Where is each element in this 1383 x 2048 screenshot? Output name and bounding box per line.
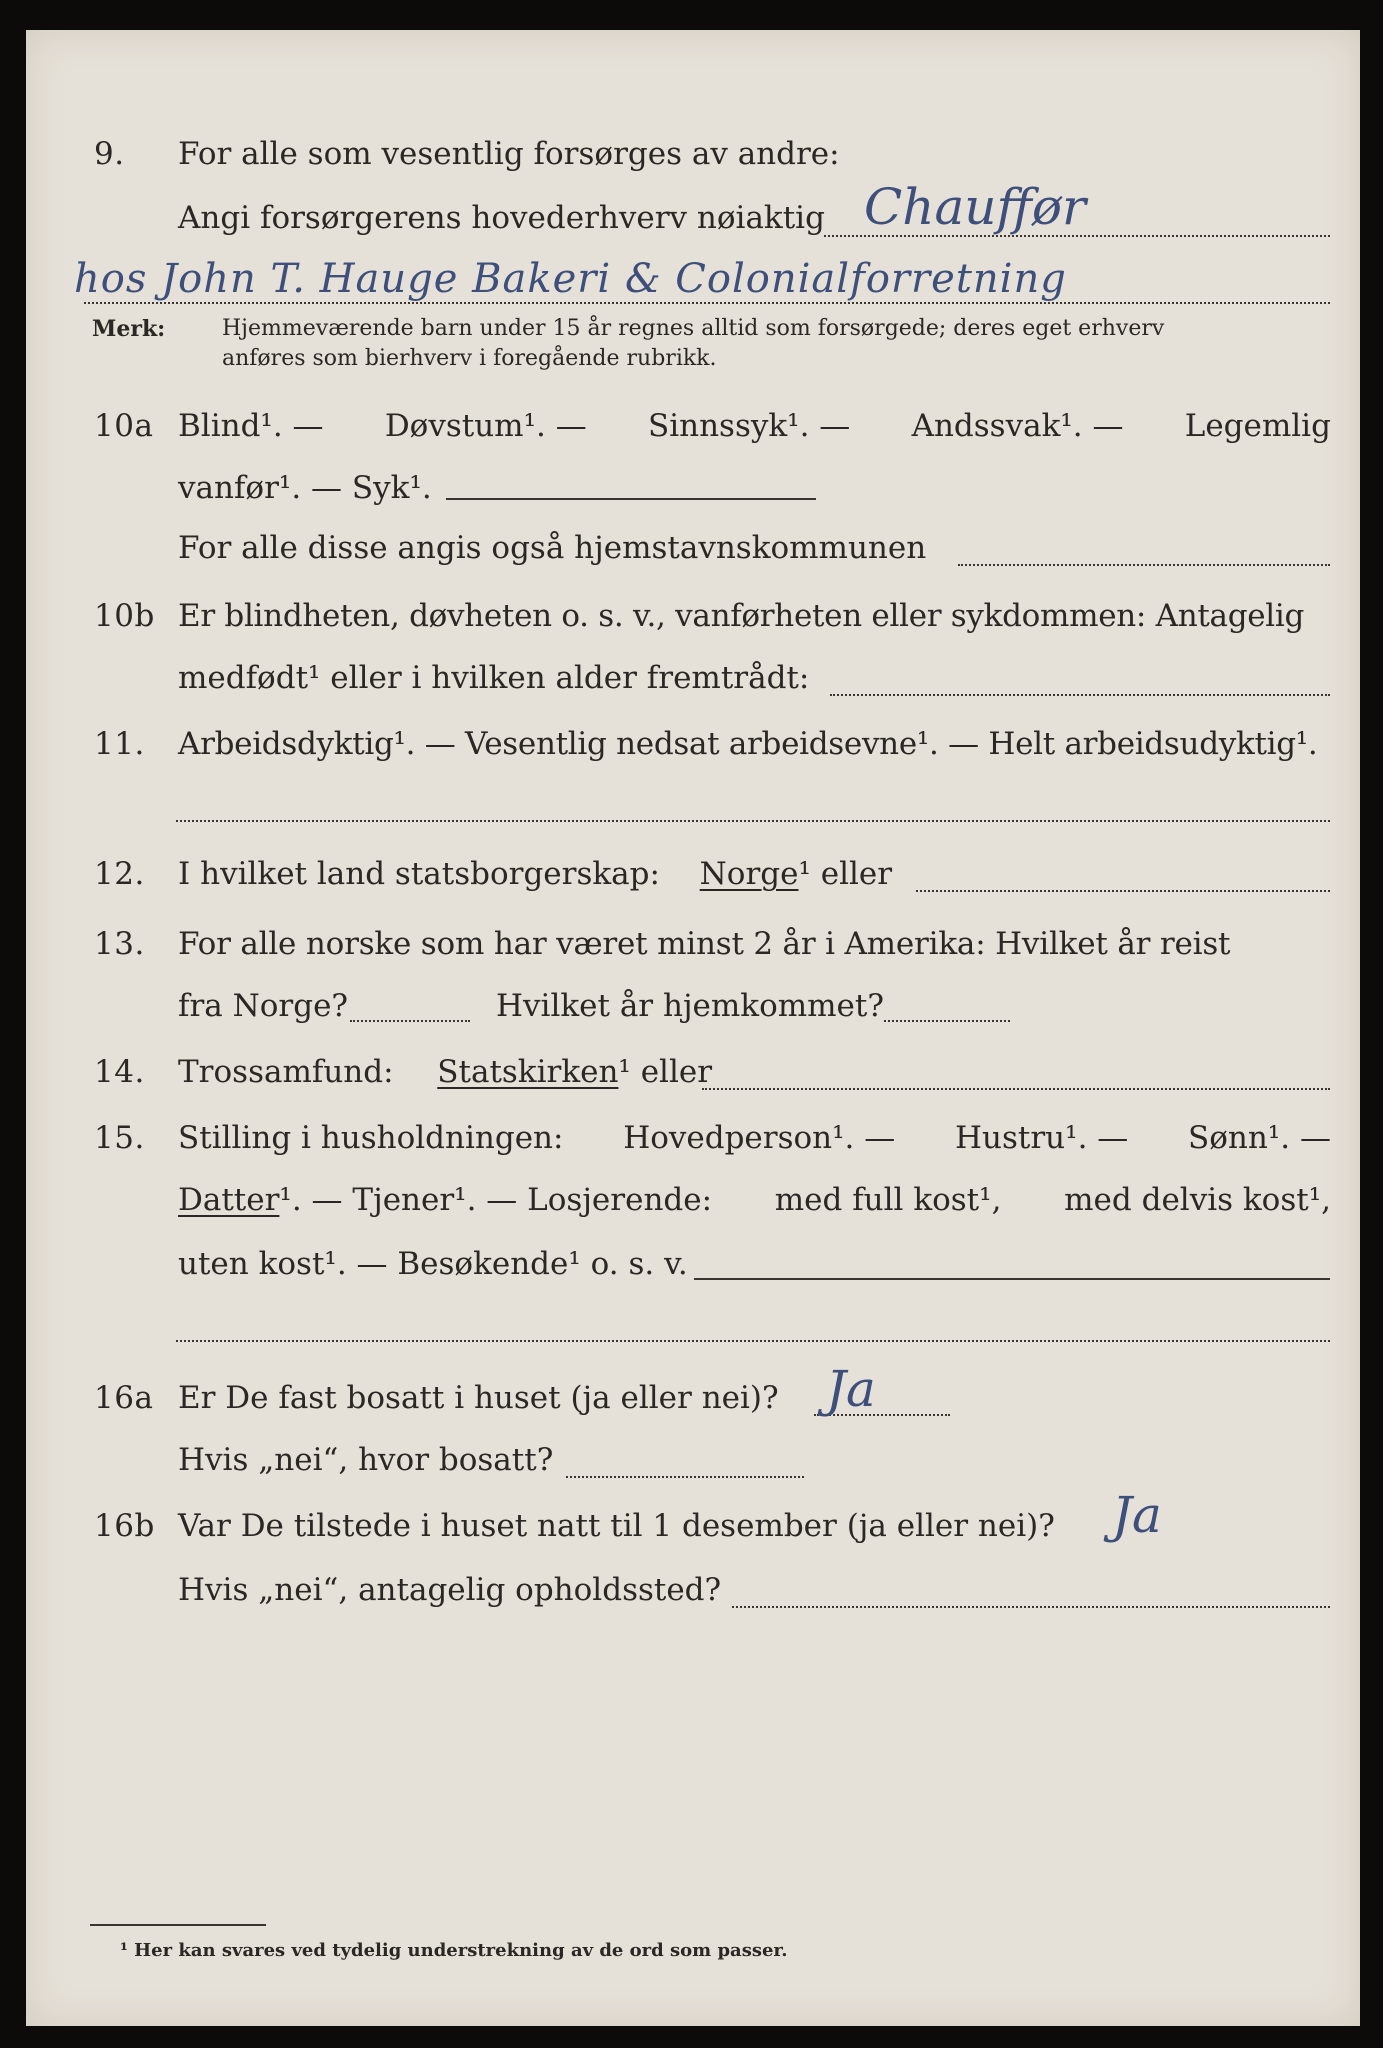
q14-statskirken-underlined: Statskirken: [437, 1054, 619, 1090]
q12-line: [178, 856, 892, 892]
q14-number: 14.: [94, 1054, 145, 1090]
q10b-age-line: [830, 694, 1330, 696]
q15-answer-line-2: [176, 1340, 1330, 1342]
q11-line1: Arbeidsdyktig¹. — Vesentlig nedsat arbeidsevne¹. — Helt arbeidsudyktig¹.: [178, 726, 1318, 762]
merk-line1: Hjemmeværende barn under 15 år regnes alltid som forsørgede; deres eget erhverv: [222, 316, 1165, 341]
q13-reist-line: [350, 1020, 470, 1022]
q9-line2: Angi forsørgerens hovederhverv nøiaktig: [178, 200, 825, 236]
footnote-rule: [90, 1924, 266, 1926]
q16a-bosatt-line: [566, 1476, 804, 1478]
q14-eller: ¹ eller: [618, 1054, 713, 1090]
q15-line2: [178, 1182, 1331, 1218]
q13-line2a: fra Norge?: [178, 988, 349, 1024]
option-sonn: Sønn¹. —: [1188, 1120, 1331, 1156]
footnote: ¹ Her kan svares ved tydelig understrekning av de ord som passer.: [120, 1940, 788, 1961]
q12-question: I hvilket land statsborgerskap:: [178, 856, 660, 892]
q9-number: 9.: [94, 136, 125, 172]
q13-number: 13.: [94, 926, 145, 962]
option-blind: Blind¹. —: [178, 408, 324, 444]
option-andssvak: Andssvak¹. —: [911, 408, 1124, 444]
q15-line2-group: [178, 1182, 712, 1218]
q15-line3: uten kost¹. — Besøkende¹ o. s. v.: [178, 1246, 688, 1282]
q12-number: 12.: [94, 856, 145, 892]
q12-answer-line: [916, 890, 1330, 892]
q10a-number: 10a: [94, 408, 154, 444]
q12-norge-underlined: Norge: [699, 856, 799, 892]
q9-answer-employer: hos John T. Hauge Bakeri & Colonialforretning: [74, 256, 1067, 302]
q13-line2b: Hvilket år hjemkommet?: [496, 988, 884, 1024]
q15-number: 15.: [94, 1120, 145, 1156]
q15-stilling: Stilling i husholdningen:: [178, 1120, 564, 1156]
q16a-number: 16a: [94, 1380, 154, 1416]
q16a-answer: Ja: [826, 1360, 876, 1418]
option-hovedperson: Hovedperson¹. —: [623, 1120, 896, 1156]
q16b-answer: Ja: [1112, 1486, 1162, 1544]
q9-line1: For alle som vesentlig forsørges av andre:: [178, 136, 840, 172]
q12-eller: ¹ eller: [798, 856, 893, 892]
option-hustru: Hustru¹. —: [955, 1120, 1129, 1156]
q10a-kommune-line: [958, 564, 1330, 566]
q14-answer-line: [702, 1088, 1330, 1090]
option-datter-underlined: Datter: [178, 1182, 280, 1218]
q16b-line2: Hvis „nei“, antagelig opholdssted?: [178, 1572, 722, 1608]
q15-tjener-losjerende: ¹. — Tjener¹. — Losjerende:: [279, 1182, 713, 1218]
option-sinnssyk: Sinnssyk¹. —: [647, 408, 851, 444]
census-form-page: [26, 30, 1360, 2026]
q10a-syk-line: [446, 498, 816, 500]
q13-line1: For alle norske som har været minst 2 år i Amerika: Hvilket år reist: [178, 926, 1231, 962]
q14-line: [178, 1054, 712, 1090]
merk-label: Merk:: [92, 316, 166, 342]
q15-answer-line: [694, 1278, 1330, 1280]
q16b-number: 16b: [94, 1508, 155, 1544]
q16a-line1: Er De fast bosatt i huset (ja eller nei)?: [178, 1380, 779, 1416]
q15-line1: [178, 1120, 1331, 1156]
q11-number: 11.: [94, 726, 145, 762]
merk-line2: anføres som bierhverv i foregående rubrikk.: [222, 346, 717, 371]
q16b-opholdssted-line: [732, 1606, 1330, 1608]
option-dovstum: Døvstum¹. —: [384, 408, 587, 444]
q10b-number: 10b: [94, 598, 155, 634]
option-delvis-kost: med delvis kost¹,: [1064, 1182, 1331, 1218]
q10b-line1: Er blindheten, døvheten o. s. v., vanførheten eller sykdommen: Antagelig: [178, 598, 1305, 634]
q11-answer-line: [176, 820, 1330, 822]
q9-answer-occupation: Chauffør: [864, 178, 1086, 236]
q16a-line2: Hvis „nei“, hvor bosatt?: [178, 1442, 554, 1478]
option-legemlig: Legemlig: [1184, 408, 1331, 444]
q10a-line3: For alle disse angis også hjemstavnskommunen: [178, 530, 927, 566]
q14-question: Trossamfund:: [178, 1054, 394, 1090]
q13-hjem-line: [884, 1020, 1010, 1022]
q10b-line2: medfødt¹ eller i hvilken alder fremtrådt:: [178, 660, 810, 696]
q16b-line1: Var De tilstede i huset natt til 1 desember (ja eller nei)?: [178, 1508, 1055, 1544]
q10a-line2: vanfør¹. — Syk¹.: [178, 470, 432, 506]
q10a-line1: [178, 408, 1331, 444]
option-full-kost: med full kost¹,: [774, 1182, 1002, 1218]
q9-answer-line-2: [84, 302, 1330, 304]
